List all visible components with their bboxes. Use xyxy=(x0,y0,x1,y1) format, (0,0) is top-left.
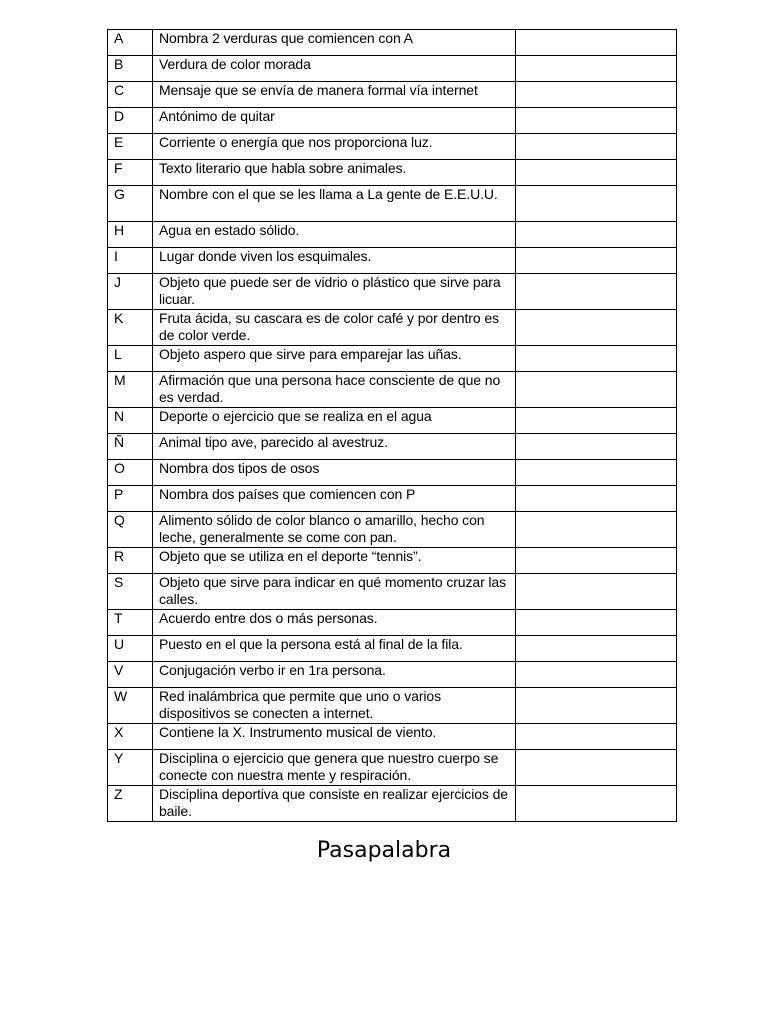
answer-cell[interactable] xyxy=(516,310,677,346)
row-clue: Objeto aspero que sirve para emparejar las uñas. xyxy=(153,346,516,372)
table-row xyxy=(108,688,677,724)
answer-cell[interactable] xyxy=(516,512,677,548)
answer-cell[interactable] xyxy=(516,30,677,56)
row-clue: Agua en estado sólido. xyxy=(153,222,516,248)
table-row xyxy=(108,408,677,434)
answer-cell[interactable] xyxy=(516,548,677,574)
answer-cell[interactable] xyxy=(516,186,677,222)
row-letter: O xyxy=(108,460,153,486)
row-clue: Acuerdo entre dos o más personas. xyxy=(153,610,516,636)
answer-cell[interactable] xyxy=(516,108,677,134)
pasapalabra-table xyxy=(107,29,677,822)
answer-cell[interactable] xyxy=(516,274,677,310)
answer-cell[interactable] xyxy=(516,486,677,512)
row-clue: Nombra dos tipos de osos xyxy=(153,460,516,486)
answer-cell[interactable] xyxy=(516,460,677,486)
table-row xyxy=(108,134,677,160)
table-row xyxy=(108,248,677,274)
table-row xyxy=(108,108,677,134)
table-row xyxy=(108,372,677,408)
row-clue: Verdura de color morada xyxy=(153,56,516,82)
row-letter: J xyxy=(108,274,153,310)
table-row xyxy=(108,82,677,108)
row-clue: Mensaje que se envía de manera formal vía internet xyxy=(153,82,516,108)
table-row xyxy=(108,460,677,486)
row-clue: Texto literario que habla sobre animales. xyxy=(153,160,516,186)
answer-cell[interactable] xyxy=(516,610,677,636)
row-clue: Alimento sólido de color blanco o amarillo, hecho con leche, generalmente se come con pan. xyxy=(153,512,516,548)
table-row xyxy=(108,486,677,512)
row-clue: Conjugación verbo ir en 1ra persona. xyxy=(153,662,516,688)
row-letter: Q xyxy=(108,512,153,548)
row-letter: H xyxy=(108,222,153,248)
table-row xyxy=(108,786,677,822)
table-row xyxy=(108,636,677,662)
row-letter: C xyxy=(108,82,153,108)
row-letter: M xyxy=(108,372,153,408)
answer-cell[interactable] xyxy=(516,574,677,610)
row-clue: Disciplina deportiva que consiste en realizar ejercicios de baile. xyxy=(153,786,516,822)
table-row xyxy=(108,724,677,750)
row-letter: B xyxy=(108,56,153,82)
row-clue: Lugar donde viven los esquimales. xyxy=(153,248,516,274)
answer-cell[interactable] xyxy=(516,56,677,82)
row-clue: Contiene la X. Instrumento musical de viento. xyxy=(153,724,516,750)
row-letter: G xyxy=(108,186,153,222)
row-letter: P xyxy=(108,486,153,512)
row-clue: Corriente o energía que nos proporciona luz. xyxy=(153,134,516,160)
row-letter: L xyxy=(108,346,153,372)
row-letter: F xyxy=(108,160,153,186)
table-row xyxy=(108,160,677,186)
row-letter: Ñ xyxy=(108,434,153,460)
answer-cell[interactable] xyxy=(516,408,677,434)
row-clue: Puesto en el que la persona está al final de la fila. xyxy=(153,636,516,662)
row-clue: Disciplina o ejercicio que genera que nuestro cuerpo se conecte con nuestra mente y respiración. xyxy=(153,750,516,786)
table-row xyxy=(108,662,677,688)
page-title: Pasapalabra xyxy=(316,838,452,863)
answer-cell[interactable] xyxy=(516,82,677,108)
table-row xyxy=(108,310,677,346)
table-row xyxy=(108,222,677,248)
row-clue: Antónimo de quitar xyxy=(153,108,516,134)
table-row xyxy=(108,56,677,82)
row-letter: R xyxy=(108,548,153,574)
row-clue: Animal tipo ave, parecido al avestruz. xyxy=(153,434,516,460)
answer-cell[interactable] xyxy=(516,222,677,248)
answer-cell[interactable] xyxy=(516,724,677,750)
answer-cell[interactable] xyxy=(516,688,677,724)
row-clue: Afirmación que una persona hace consciente de que no es verdad. xyxy=(153,372,516,408)
row-letter: W xyxy=(108,688,153,724)
row-letter: E xyxy=(108,134,153,160)
answer-cell[interactable] xyxy=(516,372,677,408)
table-row xyxy=(108,512,677,548)
row-letter: S xyxy=(108,574,153,610)
table-row xyxy=(108,574,677,610)
answer-cell[interactable] xyxy=(516,346,677,372)
row-clue: Nombra dos países que comiencen con P xyxy=(153,486,516,512)
row-clue: Objeto que se utiliza en el deporte “tennis”. xyxy=(153,548,516,574)
row-letter: N xyxy=(108,408,153,434)
answer-cell[interactable] xyxy=(516,750,677,786)
row-letter: V xyxy=(108,662,153,688)
worksheet xyxy=(107,29,676,822)
table-row xyxy=(108,434,677,460)
row-clue: Objeto que sirve para indicar en qué momento cruzar las calles. xyxy=(153,574,516,610)
row-clue: Nombre con el que se les llama a La gente de E.E.U.U. xyxy=(153,186,516,222)
row-clue: Nombra 2 verduras que comiencen con A xyxy=(153,30,516,56)
answer-cell[interactable] xyxy=(516,434,677,460)
row-letter: K xyxy=(108,310,153,346)
row-clue: Objeto que puede ser de vidrio o plástico que sirve para licuar. xyxy=(153,274,516,310)
row-letter: Z xyxy=(108,786,153,822)
answer-cell[interactable] xyxy=(516,636,677,662)
row-letter: I xyxy=(108,248,153,274)
row-letter: Y xyxy=(108,750,153,786)
table-row xyxy=(108,346,677,372)
table-row xyxy=(108,548,677,574)
answer-cell[interactable] xyxy=(516,786,677,822)
table-row xyxy=(108,274,677,310)
row-clue: Red inalámbrica que permite que uno o varios dispositivos se conecten a internet. xyxy=(153,688,516,724)
answer-cell[interactable] xyxy=(516,134,677,160)
row-letter: X xyxy=(108,724,153,750)
answer-cell[interactable] xyxy=(516,248,677,274)
table-row xyxy=(108,610,677,636)
row-letter: T xyxy=(108,610,153,636)
answer-cell[interactable] xyxy=(516,662,677,688)
row-clue: Fruta ácida, su cascara es de color café y por dentro es de color verde. xyxy=(153,310,516,346)
answer-cell[interactable] xyxy=(516,160,677,186)
row-letter: A xyxy=(108,30,153,56)
row-letter: D xyxy=(108,108,153,134)
table-row xyxy=(108,30,677,56)
table-row xyxy=(108,750,677,786)
row-clue: Deporte o ejercicio que se realiza en el agua xyxy=(153,408,516,434)
table-row xyxy=(108,186,677,222)
row-letter: U xyxy=(108,636,153,662)
